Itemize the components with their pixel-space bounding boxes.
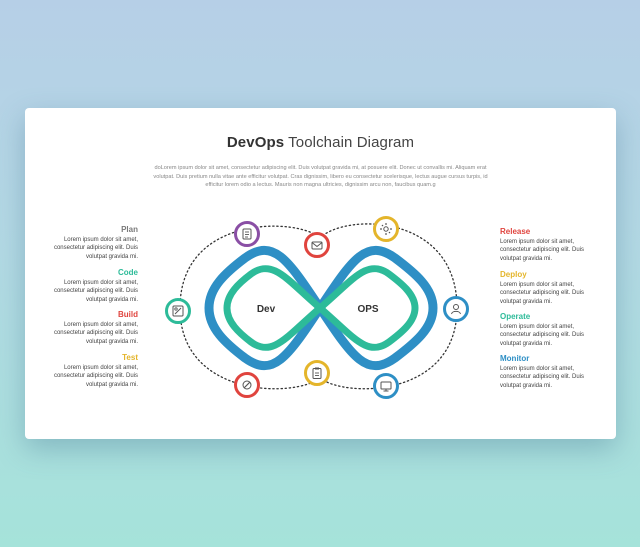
step-desc-deploy: Lorem ipsum dolor sit amet, consectetur adipiscing elit. Duis volutpat gravida mi. (500, 282, 585, 305)
checklist-icon (240, 227, 254, 241)
step-desc-plan: Lorem ipsum dolor sit amet, consectetur adipiscing elit. Duis volutpat gravida mi. (53, 237, 138, 260)
clipboard-icon (310, 366, 324, 380)
step-label-operate: Operate (500, 312, 531, 321)
email-icon (310, 238, 324, 252)
title-bold: DevOps (226, 134, 285, 151)
gear-network-icon (379, 222, 393, 236)
node-monitor[interactable] (373, 373, 399, 399)
dev-label: Dev (256, 304, 276, 315)
subtitle-text: doLorem ipsum dolor sit amet, consectetur adipiscing elit. Duis volutpat gravida mi, at posuere elit. Donec ut convallis mi. Aliquam erat volutpat. Duis pretium nulla vitae ante efficitur volutpat. Cras dignissim, libero eu consectetur scelerisque, lectus augue cursus turpis, id efficitur lorem odio a lectus. Mauris non magna ultricies, dignissim arcu non, faucibus quam.g (153, 165, 488, 189)
node-release[interactable] (373, 216, 399, 242)
step-desc-build: Lorem ipsum dolor sit amet, consectetur adipiscing elit. Duis volutpat gravida mi. (53, 322, 138, 345)
node-code[interactable] (304, 232, 330, 258)
step-desc-code: Lorem ipsum dolor sit amet, consectetur adipiscing elit. Duis volutpat gravida mi. (53, 280, 138, 303)
node-plan[interactable] (234, 221, 260, 247)
ops-label: OPS (357, 304, 379, 315)
step-desc-release: Lorem ipsum dolor sit amet, consectetur adipiscing elit. Duis volutpat gravida mi. (500, 239, 585, 262)
step-label-build: Build (118, 310, 138, 319)
wrench-gear-icon (240, 378, 254, 392)
step-label-deploy: Deploy (500, 270, 527, 279)
diagram-stage (25, 108, 616, 439)
step-label-release: Release (500, 227, 531, 236)
title-rest: Toolchain Diagram (284, 134, 415, 151)
step-desc-test: Lorem ipsum dolor sit amet, consectetur adipiscing elit. Duis volutpat gravida mi. (53, 365, 138, 388)
infinity-inner-path (227, 269, 415, 348)
code-tools-icon (171, 304, 185, 318)
node-test[interactable] (234, 372, 260, 398)
step-label-plan: Plan (121, 225, 138, 234)
node-build[interactable] (165, 298, 191, 324)
step-label-monitor: Monitor (500, 354, 530, 363)
node-operate[interactable] (443, 296, 469, 322)
monitor-icon (379, 379, 393, 393)
step-label-test: Test (122, 353, 138, 362)
step-desc-monitor: Lorem ipsum dolor sit amet, consectetur adipiscing elit. Duis volutpat gravida mi. (500, 366, 585, 389)
node-deploy[interactable] (304, 360, 330, 386)
step-desc-operate: Lorem ipsum dolor sit amet, consectetur adipiscing elit. Duis volutpat gravida mi. (500, 324, 585, 347)
step-label-code: Code (118, 268, 138, 277)
user-icon (449, 302, 463, 316)
slide-card (25, 108, 616, 439)
